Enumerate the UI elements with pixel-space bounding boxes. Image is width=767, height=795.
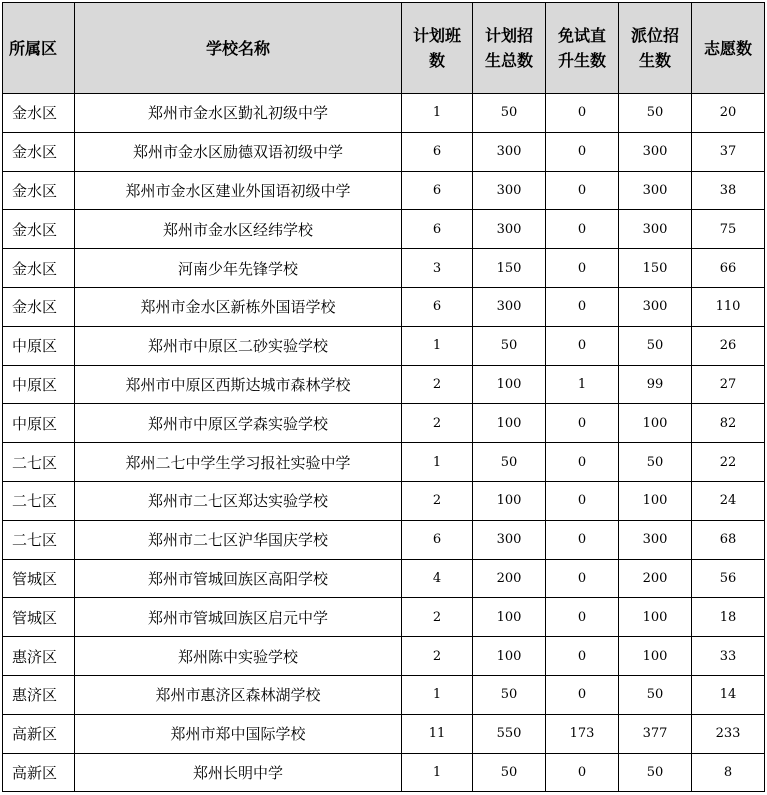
wish-count-cell: 18 bbox=[692, 598, 765, 637]
district-cell: 惠济区 bbox=[3, 637, 75, 676]
wish-count-cell: 26 bbox=[692, 326, 765, 365]
assigned-cell: 150 bbox=[619, 249, 692, 288]
planned-classes-cell: 6 bbox=[402, 171, 473, 210]
table-row bbox=[3, 287, 765, 326]
table-body bbox=[3, 94, 765, 792]
assigned-cell: 300 bbox=[619, 287, 692, 326]
school-name-cell: 郑州市中原区西斯达城市森林学校 bbox=[75, 365, 402, 404]
school-name-cell: 郑州市中原区二砂实验学校 bbox=[75, 326, 402, 365]
exempt-cell: 0 bbox=[546, 559, 619, 598]
exempt-cell: 0 bbox=[546, 210, 619, 249]
exempt-cell: 1 bbox=[546, 365, 619, 404]
planned-total-cell: 50 bbox=[473, 443, 546, 482]
district-cell: 中原区 bbox=[3, 404, 75, 443]
table-row bbox=[3, 132, 765, 171]
wish-count-cell: 75 bbox=[692, 210, 765, 249]
assigned-cell: 100 bbox=[619, 404, 692, 443]
planned-classes-cell: 1 bbox=[402, 443, 473, 482]
district-cell: 惠济区 bbox=[3, 675, 75, 714]
planned-classes-cell: 2 bbox=[402, 598, 473, 637]
district-cell: 二七区 bbox=[3, 520, 75, 559]
header-wish bbox=[692, 3, 765, 94]
table-row bbox=[3, 365, 765, 404]
assigned-cell: 99 bbox=[619, 365, 692, 404]
assigned-cell: 50 bbox=[619, 675, 692, 714]
district-cell: 管城区 bbox=[3, 598, 75, 637]
school-name-cell: 郑州二七中学生学习报社实验中学 bbox=[75, 443, 402, 482]
exempt-cell: 0 bbox=[546, 249, 619, 288]
wish-count-cell: 68 bbox=[692, 520, 765, 559]
exempt-cell: 0 bbox=[546, 753, 619, 792]
exempt-cell: 0 bbox=[546, 598, 619, 637]
planned-total-cell: 50 bbox=[473, 94, 546, 133]
exempt-cell: 0 bbox=[546, 637, 619, 676]
planned-classes-cell: 11 bbox=[402, 714, 473, 753]
wish-count-cell: 22 bbox=[692, 443, 765, 482]
assigned-cell: 50 bbox=[619, 326, 692, 365]
district-cell: 中原区 bbox=[3, 365, 75, 404]
planned-classes-cell: 6 bbox=[402, 287, 473, 326]
table-row bbox=[3, 714, 765, 753]
district-cell: 二七区 bbox=[3, 443, 75, 482]
table-row bbox=[3, 598, 765, 637]
exempt-cell: 0 bbox=[546, 94, 619, 133]
table-row bbox=[3, 637, 765, 676]
wish-count-cell: 233 bbox=[692, 714, 765, 753]
wish-count-cell: 110 bbox=[692, 287, 765, 326]
assigned-cell: 50 bbox=[619, 94, 692, 133]
school-name-cell: 郑州市金水区经纬学校 bbox=[75, 210, 402, 249]
table-row bbox=[3, 171, 765, 210]
planned-total-cell: 200 bbox=[473, 559, 546, 598]
school-name-cell: 郑州市管城回族区启元中学 bbox=[75, 598, 402, 637]
district-cell: 金水区 bbox=[3, 249, 75, 288]
exempt-cell: 0 bbox=[546, 132, 619, 171]
wish-count-cell: 66 bbox=[692, 249, 765, 288]
wish-count-cell: 82 bbox=[692, 404, 765, 443]
header-district-label: 所属区 bbox=[9, 38, 58, 58]
planned-total-cell: 50 bbox=[473, 675, 546, 714]
planned-total-cell: 100 bbox=[473, 598, 546, 637]
planned-total-cell: 100 bbox=[473, 404, 546, 443]
header-planned-classes-line1: 计划班 bbox=[412, 26, 461, 45]
exempt-cell: 0 bbox=[546, 481, 619, 520]
header-planned-total bbox=[473, 3, 546, 94]
wish-count-cell: 56 bbox=[692, 559, 765, 598]
header-assigned bbox=[619, 3, 692, 94]
table-row bbox=[3, 520, 765, 559]
planned-classes-cell: 1 bbox=[402, 675, 473, 714]
assigned-cell: 100 bbox=[619, 481, 692, 520]
header-exempt bbox=[546, 3, 619, 94]
enrollment-table bbox=[2, 2, 765, 792]
planned-total-cell: 300 bbox=[473, 520, 546, 559]
assigned-cell: 300 bbox=[619, 171, 692, 210]
assigned-cell: 50 bbox=[619, 753, 692, 792]
school-name-cell: 郑州市二七区郑达实验学校 bbox=[75, 481, 402, 520]
table-row bbox=[3, 559, 765, 598]
school-name-cell: 河南少年先锋学校 bbox=[75, 249, 402, 288]
planned-total-cell: 550 bbox=[473, 714, 546, 753]
planned-classes-cell: 1 bbox=[402, 326, 473, 365]
school-name-cell: 郑州市郑中国际学校 bbox=[75, 714, 402, 753]
wish-count-cell: 37 bbox=[692, 132, 765, 171]
table-row bbox=[3, 443, 765, 482]
assigned-cell: 100 bbox=[619, 598, 692, 637]
header-assigned-line2: 生数 bbox=[638, 51, 671, 70]
wish-count-cell: 33 bbox=[692, 637, 765, 676]
wish-count-cell: 24 bbox=[692, 481, 765, 520]
planned-classes-cell: 1 bbox=[402, 753, 473, 792]
wish-count-cell: 8 bbox=[692, 753, 765, 792]
planned-classes-cell: 6 bbox=[402, 132, 473, 171]
exempt-cell: 0 bbox=[546, 404, 619, 443]
header-exempt-line1: 免试直 bbox=[557, 26, 606, 45]
school-name-cell: 郑州长明中学 bbox=[75, 753, 402, 792]
table-row bbox=[3, 210, 765, 249]
planned-classes-cell: 3 bbox=[402, 249, 473, 288]
planned-total-cell: 300 bbox=[473, 171, 546, 210]
school-name-cell: 郑州市金水区励德双语初级中学 bbox=[75, 132, 402, 171]
district-cell: 高新区 bbox=[3, 714, 75, 753]
planned-total-cell: 50 bbox=[473, 753, 546, 792]
table-row bbox=[3, 753, 765, 792]
assigned-cell: 100 bbox=[619, 637, 692, 676]
planned-classes-cell: 4 bbox=[402, 559, 473, 598]
planned-classes-cell: 1 bbox=[402, 94, 473, 133]
header-school bbox=[75, 3, 402, 94]
school-name-cell: 郑州市惠济区森林湖学校 bbox=[75, 675, 402, 714]
header-row bbox=[3, 3, 765, 94]
assigned-cell: 50 bbox=[619, 443, 692, 482]
exempt-cell: 0 bbox=[546, 443, 619, 482]
wish-count-cell: 38 bbox=[692, 171, 765, 210]
exempt-cell: 0 bbox=[546, 326, 619, 365]
wish-count-cell: 27 bbox=[692, 365, 765, 404]
planned-total-cell: 300 bbox=[473, 287, 546, 326]
planned-classes-cell: 2 bbox=[402, 365, 473, 404]
district-cell: 金水区 bbox=[3, 132, 75, 171]
district-cell: 金水区 bbox=[3, 287, 75, 326]
header-school-label: 学校名称 bbox=[205, 38, 270, 58]
planned-total-cell: 300 bbox=[473, 132, 546, 171]
header-planned-classes-line2: 数 bbox=[428, 51, 445, 70]
assigned-cell: 300 bbox=[619, 520, 692, 559]
district-cell: 中原区 bbox=[3, 326, 75, 365]
planned-total-cell: 150 bbox=[473, 249, 546, 288]
school-name-cell: 郑州市管城回族区高阳学校 bbox=[75, 559, 402, 598]
planned-total-cell: 300 bbox=[473, 210, 546, 249]
district-cell: 金水区 bbox=[3, 210, 75, 249]
school-name-cell: 郑州陈中实验学校 bbox=[75, 637, 402, 676]
planned-total-cell: 50 bbox=[473, 326, 546, 365]
exempt-cell: 0 bbox=[546, 520, 619, 559]
table-row bbox=[3, 404, 765, 443]
header-assigned-line1: 派位招 bbox=[630, 26, 679, 45]
header-wish-label: 志愿数 bbox=[703, 38, 752, 58]
planned-total-cell: 100 bbox=[473, 365, 546, 404]
school-name-cell: 郑州市金水区勤礼初级中学 bbox=[75, 94, 402, 133]
district-cell: 二七区 bbox=[3, 481, 75, 520]
district-cell: 金水区 bbox=[3, 94, 75, 133]
assigned-cell: 377 bbox=[619, 714, 692, 753]
planned-classes-cell: 6 bbox=[402, 520, 473, 559]
header-planned-total-line2: 生总数 bbox=[484, 51, 533, 70]
school-name-cell: 郑州市二七区沪华国庆学校 bbox=[75, 520, 402, 559]
table-row bbox=[3, 326, 765, 365]
header-exempt-line2: 升生数 bbox=[557, 51, 606, 70]
header-district bbox=[3, 3, 75, 94]
planned-total-cell: 100 bbox=[473, 481, 546, 520]
assigned-cell: 300 bbox=[619, 210, 692, 249]
district-cell: 高新区 bbox=[3, 753, 75, 792]
exempt-cell: 0 bbox=[546, 171, 619, 210]
header-planned-classes bbox=[402, 3, 473, 94]
assigned-cell: 200 bbox=[619, 559, 692, 598]
table-row bbox=[3, 94, 765, 133]
planned-classes-cell: 2 bbox=[402, 481, 473, 520]
assigned-cell: 300 bbox=[619, 132, 692, 171]
exempt-cell: 0 bbox=[546, 287, 619, 326]
planned-total-cell: 100 bbox=[473, 637, 546, 676]
planned-classes-cell: 2 bbox=[402, 637, 473, 676]
school-name-cell: 郑州市金水区新栋外国语学校 bbox=[75, 287, 402, 326]
school-name-cell: 郑州市金水区建业外国语初级中学 bbox=[75, 171, 402, 210]
district-cell: 金水区 bbox=[3, 171, 75, 210]
wish-count-cell: 20 bbox=[692, 94, 765, 133]
district-cell: 管城区 bbox=[3, 559, 75, 598]
table-row bbox=[3, 249, 765, 288]
planned-classes-cell: 2 bbox=[402, 404, 473, 443]
wish-count-cell: 14 bbox=[692, 675, 765, 714]
school-name-cell: 郑州市中原区学森实验学校 bbox=[75, 404, 402, 443]
table-header bbox=[3, 3, 765, 94]
planned-classes-cell: 6 bbox=[402, 210, 473, 249]
exempt-cell: 0 bbox=[546, 675, 619, 714]
table-row bbox=[3, 675, 765, 714]
exempt-cell: 173 bbox=[546, 714, 619, 753]
header-planned-total-line1: 计划招 bbox=[484, 26, 533, 45]
table-row bbox=[3, 481, 765, 520]
